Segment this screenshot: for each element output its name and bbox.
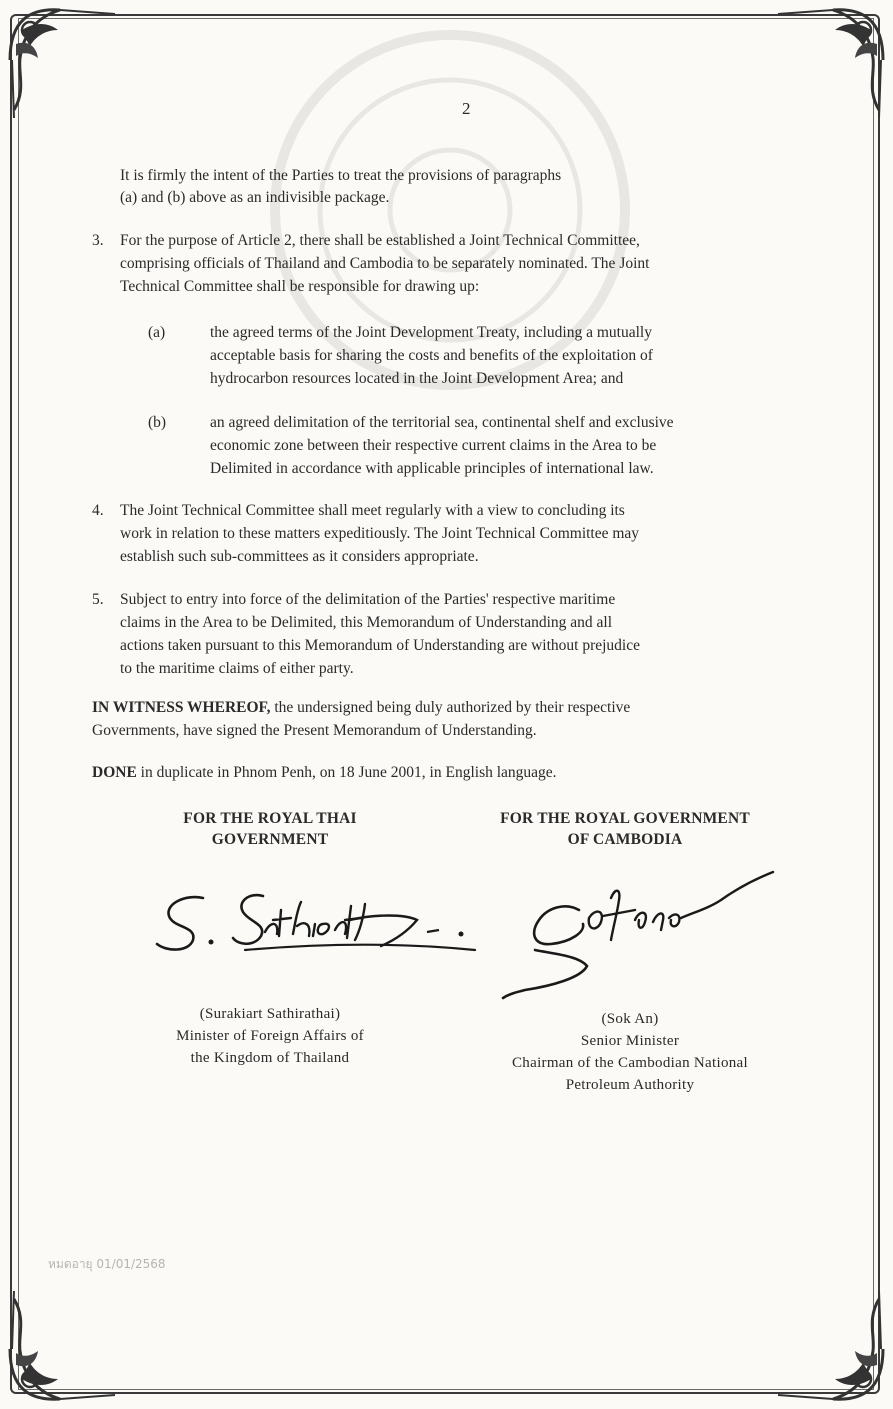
thai-signatory-name: (Surakiart Sathirathai)	[199, 1006, 341, 1022]
cambodia-signatory-name: (Sok An)	[601, 1011, 659, 1027]
ornament-corner-bottom-right	[773, 1289, 893, 1409]
thai-signatory-block	[120, 1003, 420, 1069]
witness-rest: the undersigned being duly authorized by their respective	[270, 699, 631, 716]
paragraph-5-number: 5.	[92, 591, 104, 608]
thai-signatory-heading	[130, 808, 410, 850]
paragraph-5-line: Subject to entry into force of the delimitation of the Parties' respective maritime	[120, 591, 616, 608]
expiry-stamp: หมดอายุ 01/01/2568	[48, 1257, 166, 1271]
paragraph-4-line: The Joint Technical Committee shall meet regularly with a view to concluding its	[120, 502, 625, 519]
paragraph-5-line: to the maritime claims of either party.	[120, 660, 354, 677]
cambodia-heading-line: OF CAMBODIA	[567, 831, 683, 848]
witness-clause-line: Governments, have signed the Present Memorandum of Understanding.	[92, 722, 537, 739]
item-a-line: the agreed terms of the Joint Development Treaty, including a mutually	[210, 324, 652, 341]
cambodia-signatory-heading	[460, 808, 790, 850]
cambodia-signatory-block	[450, 1008, 810, 1096]
paragraph-5-line: claims in the Area to be Delimited, this Memorandum of Understanding and all	[120, 614, 613, 631]
cambodia-signature	[495, 858, 785, 1008]
item-a-line: hydrocarbon resources located in the Joint Development Area; and	[210, 370, 624, 387]
witness-lead: IN WITNESS WHEREOF,	[92, 699, 271, 716]
witness-clause-line	[92, 697, 630, 719]
ornament-corner-bottom-left	[0, 1289, 120, 1409]
paragraph-3-number: 3.	[92, 232, 104, 249]
thai-signatory-title: the Kingdom of Thailand	[190, 1050, 350, 1066]
item-b-line: Delimited in accordance with applicable principles of international law.	[210, 460, 654, 477]
item-b-line: economic zone between their respective current claims in the Area to be	[210, 437, 657, 454]
paragraph-3-line: Technical Committee shall be responsible for drawing up:	[120, 278, 480, 295]
cambodia-heading-line: FOR THE ROYAL GOVERNMENT	[500, 810, 750, 827]
item-b-line: an agreed delimitation of the territorial sea, continental shelf and exclusive	[210, 414, 674, 431]
thai-heading-line: FOR THE ROYAL THAI	[183, 810, 357, 827]
ornament-corner-top-left	[0, 0, 120, 120]
done-lead: DONE	[92, 764, 137, 781]
done-rest: in duplicate in Phnom Penh, on 18 June 2001, in English language.	[136, 764, 557, 781]
intro-line: It is firmly the intent of the Parties to treat the provisions of paragraphs	[120, 167, 562, 184]
page-number: 2	[462, 99, 471, 118]
paragraph-4-number: 4.	[92, 502, 104, 519]
cambodia-signatory-title: Senior Minister	[580, 1033, 680, 1049]
paragraph-3-line: comprising officials of Thailand and Cambodia to be separately nominated. The Joint	[120, 255, 650, 272]
ornament-corner-top-right	[773, 0, 893, 120]
thai-heading-line: GOVERNMENT	[211, 831, 329, 848]
paragraph-4-line: work in relation to these matters expeditiously. The Joint Technical Committee may	[120, 525, 640, 542]
done-clause	[92, 762, 557, 784]
thai-signature	[145, 880, 485, 970]
intro-line: (a) and (b) above as an indivisible package.	[120, 189, 390, 206]
item-b-label: (b)	[148, 414, 167, 431]
paragraph-5-line: actions taken pursuant to this Memorandum of Understanding are without prejudice	[120, 637, 640, 654]
paragraph-4-line: establish such sub-committees as it considers appropriate.	[120, 548, 479, 565]
paragraph-3-line: For the purpose of Article 2, there shall be established a Joint Technical Committee,	[120, 232, 640, 249]
thai-signatory-title: Minister of Foreign Affairs of	[176, 1028, 364, 1044]
cambodia-signatory-title: Chairman of the Cambodian National	[512, 1055, 748, 1071]
item-a-label: (a)	[148, 324, 166, 341]
cambodia-signatory-title: Petroleum Authority	[565, 1077, 695, 1093]
item-a-line: acceptable basis for sharing the costs and benefits of the exploitation of	[210, 347, 653, 364]
